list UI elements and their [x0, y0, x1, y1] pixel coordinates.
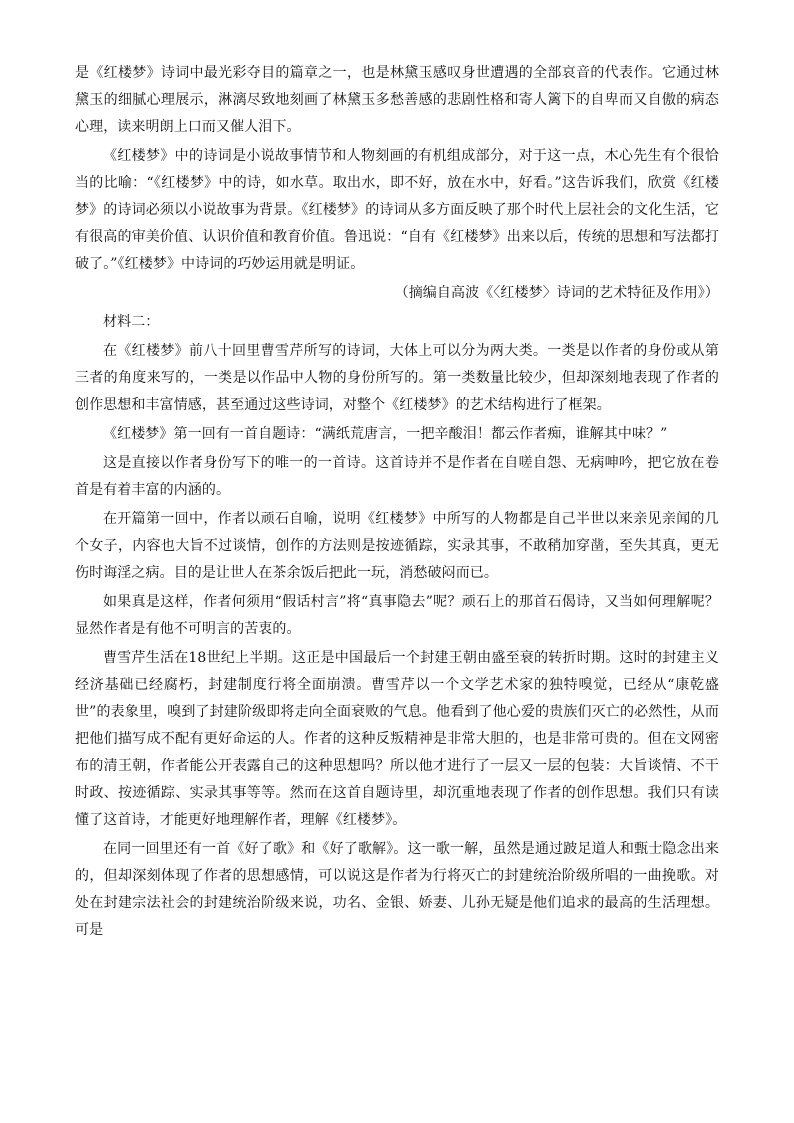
material-two-label: 材料二： [103, 314, 160, 330]
paragraph-9: 在同一回里还有一首《好了歌》和《好了歌解》。这一歌一解，虽然是通过跛足道人和甄士隐念出来的，但却深刻体现了作者的思想感情，可以说这是作者为行将灭亡的封建统治阶级所唱的一曲挽歌。对处在封建宗法社会的封建统治阶级来说，功名、金银、娇妻、儿孙无疑是他们追求的最高的生活理想。可是 [75, 841, 719, 938]
document-page [75, 60, 719, 946]
paragraph-2: 《红楼梦》中的诗词是小说故事情节和人物刻画的有机组成部分，对于这一点，木心先生有个很恰当的比喻：“《红楼梦》中的诗，如水草。取出水，即不好，放在水中，好看。”这告诉我们，欣赏《红楼梦》的诗词必须以小说故事为背景。《红楼梦》的诗词从多方面反映了那个时代上层社会的文化生活，它有很高的审美价值、认识价值和教育价值。鲁迅说：“自有《红楼梦》出来以后，传统的思想和写法都打破了。”《红楼梦》中诗词的巧妙运用就是明证。 [75, 148, 719, 272]
paragraph-8: 曹雪芹生活在18世纪上半期。这正是中国最后一个封建王朝由盛至衰的转折时期。这时的封建主义经济基础已经腐朽，封建制度行将全面崩溃。曹雪芹以一个文学艺术家的独特嗅觉，已经从“康乾盛世”的表象里，嗅到了封建阶级即将走向全面衰败的气息。他看到了他心爱的贵族们灭亡的必然性，从而把他们描写成不配有更好命运的人。作者的这种反叛精神是非常大胆的，也是非常可贵的。但在文网密布的清王朝，作者能公开表露自己的这种思想吗？所以他才进行了一层又一层的包装：大旨谈情、不干时政、按迹循踪、实录其事等等。然而在这首自题诗里，却沉重地表现了作者的创作思想。我们只有读懂了这首诗，才能更好地理解作者，理解《红楼梦》。 [75, 650, 719, 828]
paragraph-7: 如果真是这样，作者何须用“假话村言”将“真事隐去”呢？顽石上的那首石偈诗，又当如何理解呢？显然作者是有他不可明言的苦衷的。 [75, 594, 719, 637]
paragraph-4: 《红楼梦》第一回有一首自题诗：“满纸荒唐言，一把辛酸泪！都云作者痴，谁解其中味？” [103, 426, 668, 442]
paragraph-1: 是《红楼梦》诗词中最光彩夺目的篇章之一，也是林黛玉感叹身世遭遇的全部哀音的代表作。它通过林黛玉的细腻心理展示，淋漓尽致地刻画了林黛玉多愁善感的悲剧性格和寄人篱下的自卑而又自傲的病态心理，读来明朗上口而又催人泪下。 [75, 65, 719, 135]
paragraph-5: 这是直接以作者身份写下的唯一的一首诗。这首诗并不是作者在自嗟自怨、无病呻吟，把它放在卷首是有着丰富的内涵的。 [75, 455, 719, 498]
paragraph-6: 在开篇第一回中，作者以顽石自喻，说明《红楼梦》中所写的人物都是自己半世以来亲见亲闻的几个女子，内容也大旨不过谈情，创作的方法则是按迹循踪，实录其事，不敢稍加穿凿，至失其真，更无伤时诲淫之病。目的是让世人在茶余饭后把此一玩，消愁破闷而已。 [75, 511, 719, 581]
source-citation: （摘编自高波《〈红楼梦〉诗词的艺术特征及作用》） [394, 285, 719, 301]
paragraph-3: 在《红楼梦》前八十回里曹雪芹所写的诗词，大体上可以分为两大类。一类是以作者的身份或从第三者的角度来写的，一类是以作品中人物的身份所写的。第一类数量比较少，但却深刻地表现了作者的创作思想和丰富情感，甚至通过这些诗词，对整个《红楼梦》的艺术结构进行了框架。 [75, 343, 719, 413]
